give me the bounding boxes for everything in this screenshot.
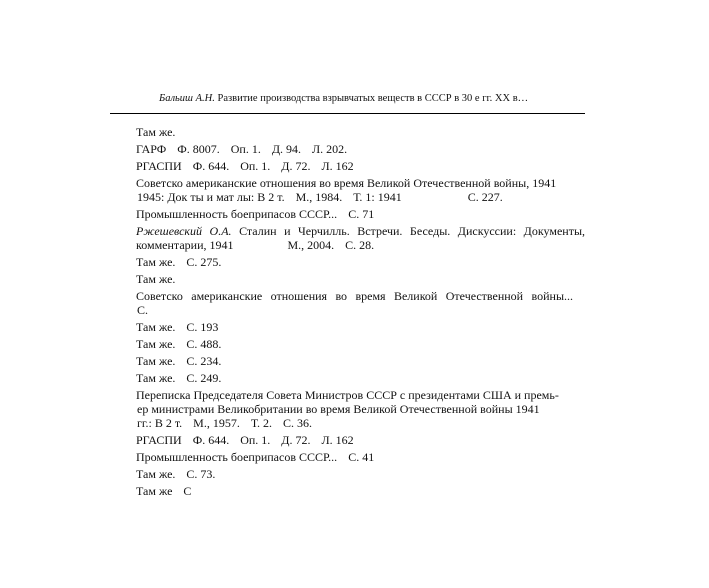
note-text: Там же. [136,125,176,139]
ibid: Там же. [136,255,176,269]
publication: 1945: Док ты и мат лы: В 2 т. [137,190,285,204]
list: Л. 202. [312,142,348,156]
fond: Ф. 644. [192,159,230,173]
author: Ржешевский О.А. [136,224,232,238]
note-10 [136,320,585,334]
note-11 [136,337,585,351]
note-line-1: Сталин и Черчилль. Встречи. Беседы. Дискуссии: Документы, [239,224,586,238]
running-head [159,92,528,105]
page-ref: С. 41 [348,450,375,464]
page-ref: С [183,484,192,498]
publication: комментарии, 1941 [136,238,234,252]
note-7 [136,255,585,269]
note-line-1: Советско американские отношения во время Великой Отечественной войны, 1941 [136,176,557,190]
note-1 [136,125,585,139]
page-ref: С. 28. [345,238,375,252]
opis: Оп. 1. [240,433,271,447]
note-12 [136,354,585,368]
imprint: М., 2004. [287,238,335,252]
note-13 [136,371,585,385]
note-line-2: ер министрами Великобритании во время Великой Отечественной войны 1941 [137,402,540,416]
note-15 [136,433,585,447]
publication: Промышленность боеприпасов СССР... [136,207,338,221]
delo: Д. 72. [281,159,311,173]
note-9 [136,289,585,317]
note-line-1: Советско американские отношения во время Великой Отечественной войны... [136,289,573,303]
list: Л. 162 [321,433,354,447]
page-ref: С. 36. [282,416,312,430]
ibid: Там же. [136,354,176,368]
archive-name: РГАСПИ [136,159,182,173]
page-ref: С. 234. [186,354,222,368]
page-ref: С. 488. [186,337,222,351]
opis: Оп. 1. [230,142,261,156]
note-14 [136,388,585,430]
running-head-author: Бальиш А.Н. [159,93,215,104]
volume: Т. 1: 1941 [353,190,402,204]
page-ref: С. 227. [467,190,503,204]
archive-name: РГАСПИ [136,433,182,447]
opis: Оп. 1. [240,159,271,173]
list: Л. 162 [321,159,354,173]
delo: Д. 72. [281,433,311,447]
publication: Промышленность боеприпасов СССР... [136,450,338,464]
note-17 [136,467,585,481]
running-head-title: Развитие производства взрывчатых веществ в СССР в 30 е гг. XX в… [217,93,529,104]
ibid: Там же. [136,371,176,385]
fond: Ф. 644. [192,433,230,447]
note-text: Там же. [136,272,176,286]
note-2 [136,142,585,156]
volume: Т. 2. [250,416,272,430]
volumes: гг.: В 2 т. [137,416,183,430]
imprint: М., 1957. [193,416,240,430]
note-3 [136,159,585,173]
ibid: Там же. [136,337,176,351]
note-line-1: Переписка Председателя Совета Министров СССР с президентами США и премь- [136,388,559,402]
note-6 [136,224,585,252]
note-line-2: С. [137,303,149,317]
note-4 [136,176,585,204]
page-ref: С. 249. [186,371,222,385]
ibid: Там же [136,484,173,498]
note-8 [136,272,585,286]
fond: Ф. 8007. [177,142,220,156]
ibid: Там же. [136,320,176,334]
delo: Д. 94. [271,142,302,156]
note-18 [136,484,585,498]
page-ref: С. 275. [186,255,222,269]
ibid: Там же. [136,467,176,481]
page-ref: С. 73. [186,467,216,481]
header-rule [110,113,585,114]
page-ref: С. 193 [186,320,219,334]
page-ref: С. 71 [348,207,375,221]
note-5 [136,207,585,221]
imprint: М., 1984. [295,190,343,204]
archive-name: ГАРФ [136,142,167,156]
note-16 [136,450,585,464]
